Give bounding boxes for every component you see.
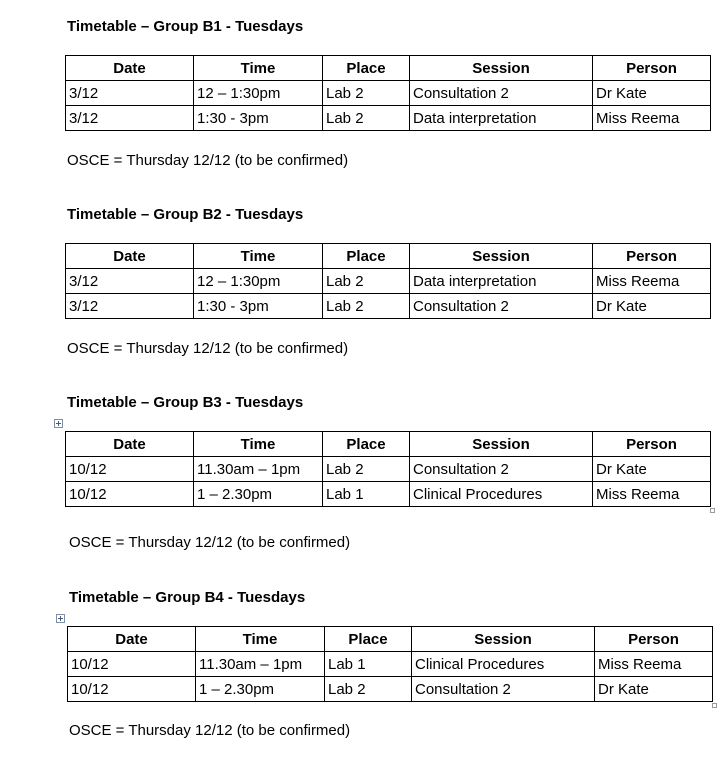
cell-time: 1 – 2.30pm (196, 677, 325, 702)
column-header-time: Time (194, 244, 323, 269)
cell-time: 12 – 1:30pm (194, 81, 323, 106)
table-header-row (66, 432, 711, 457)
cell-session: Consultation 2 (410, 457, 593, 482)
cell-person: Dr Kate (593, 457, 711, 482)
cell-time: 1:30 - 3pm (194, 294, 323, 319)
column-header-time: Time (194, 432, 323, 457)
table-row (66, 482, 711, 507)
column-header-place: Place (325, 627, 412, 652)
table-resize-handle-icon[interactable] (712, 703, 717, 708)
timetable-title-b2: Timetable – Group B2 - Tuesdays (67, 206, 304, 223)
osce-note-b4: OSCE = Thursday 12/12 (to be confirmed) (69, 722, 351, 739)
cell-session: Data interpretation (410, 106, 593, 131)
timetable-title-b3: Timetable – Group B3 - Tuesdays (67, 394, 304, 411)
cell-place: Lab 2 (323, 81, 410, 106)
cell-person: Miss Reema (593, 482, 711, 507)
cell-person: Dr Kate (595, 677, 713, 702)
cell-time: 12 – 1:30pm (194, 269, 323, 294)
table-row (66, 457, 711, 482)
column-header-person: Person (593, 244, 711, 269)
cell-session: Consultation 2 (410, 81, 593, 106)
table-move-handle-icon[interactable] (56, 614, 65, 623)
cell-place: Lab 2 (323, 294, 410, 319)
cell-session: Consultation 2 (410, 294, 593, 319)
column-header-time: Time (196, 627, 325, 652)
cell-person: Dr Kate (593, 294, 711, 319)
column-header-session: Session (412, 627, 595, 652)
cell-person: Miss Reema (593, 269, 711, 294)
table-row (66, 294, 711, 319)
table-row (66, 81, 711, 106)
table-row (68, 652, 713, 677)
cell-date: 10/12 (66, 457, 194, 482)
cell-date: 3/12 (66, 81, 194, 106)
column-header-place: Place (323, 244, 410, 269)
table-move-handle-icon[interactable] (54, 419, 63, 428)
column-header-person: Person (593, 56, 711, 81)
cell-date: 3/12 (66, 269, 194, 294)
cell-session: Consultation 2 (412, 677, 595, 702)
table-row (68, 677, 713, 702)
table-header-row (66, 244, 711, 269)
timetable-table-b4[interactable] (67, 626, 713, 702)
column-header-person: Person (593, 432, 711, 457)
cell-place: Lab 1 (323, 482, 410, 507)
cell-session: Clinical Procedures (412, 652, 595, 677)
column-header-place: Place (323, 432, 410, 457)
timetable-table-b1[interactable] (65, 55, 711, 131)
timetable-table-b2[interactable] (65, 243, 711, 319)
cell-date: 3/12 (66, 294, 194, 319)
cell-date: 3/12 (66, 106, 194, 131)
cell-time: 1 – 2.30pm (194, 482, 323, 507)
cell-time: 11.30am – 1pm (194, 457, 323, 482)
osce-note-b1: OSCE = Thursday 12/12 (to be confirmed) (67, 152, 349, 169)
cell-person: Miss Reema (593, 106, 711, 131)
column-header-session: Session (410, 432, 593, 457)
column-header-date: Date (66, 56, 194, 81)
column-header-place: Place (323, 56, 410, 81)
cell-date: 10/12 (68, 652, 196, 677)
column-header-date: Date (68, 627, 196, 652)
cell-person: Miss Reema (595, 652, 713, 677)
column-header-session: Session (410, 56, 593, 81)
cell-time: 1:30 - 3pm (194, 106, 323, 131)
cell-place: Lab 2 (325, 677, 412, 702)
cell-date: 10/12 (68, 677, 196, 702)
cell-place: Lab 2 (323, 269, 410, 294)
table-resize-handle-icon[interactable] (710, 508, 715, 513)
table-header-row (66, 56, 711, 81)
cell-place: Lab 1 (325, 652, 412, 677)
column-header-time: Time (194, 56, 323, 81)
column-header-date: Date (66, 432, 194, 457)
cell-session: Data interpretation (410, 269, 593, 294)
column-header-person: Person (595, 627, 713, 652)
table-header-row (68, 627, 713, 652)
cell-session: Clinical Procedures (410, 482, 593, 507)
cell-date: 10/12 (66, 482, 194, 507)
osce-note-b2: OSCE = Thursday 12/12 (to be confirmed) (67, 340, 349, 357)
cell-place: Lab 2 (323, 106, 410, 131)
osce-note-b3: OSCE = Thursday 12/12 (to be confirmed) (69, 534, 351, 551)
timetable-title-b4: Timetable – Group B4 - Tuesdays (69, 589, 306, 606)
cell-person: Dr Kate (593, 81, 711, 106)
timetable-table-b3[interactable] (65, 431, 711, 507)
cell-time: 11.30am – 1pm (196, 652, 325, 677)
column-header-date: Date (66, 244, 194, 269)
column-header-session: Session (410, 244, 593, 269)
table-row (66, 106, 711, 131)
timetable-title-b1: Timetable – Group B1 - Tuesdays (67, 18, 304, 35)
table-row (66, 269, 711, 294)
cell-place: Lab 2 (323, 457, 410, 482)
